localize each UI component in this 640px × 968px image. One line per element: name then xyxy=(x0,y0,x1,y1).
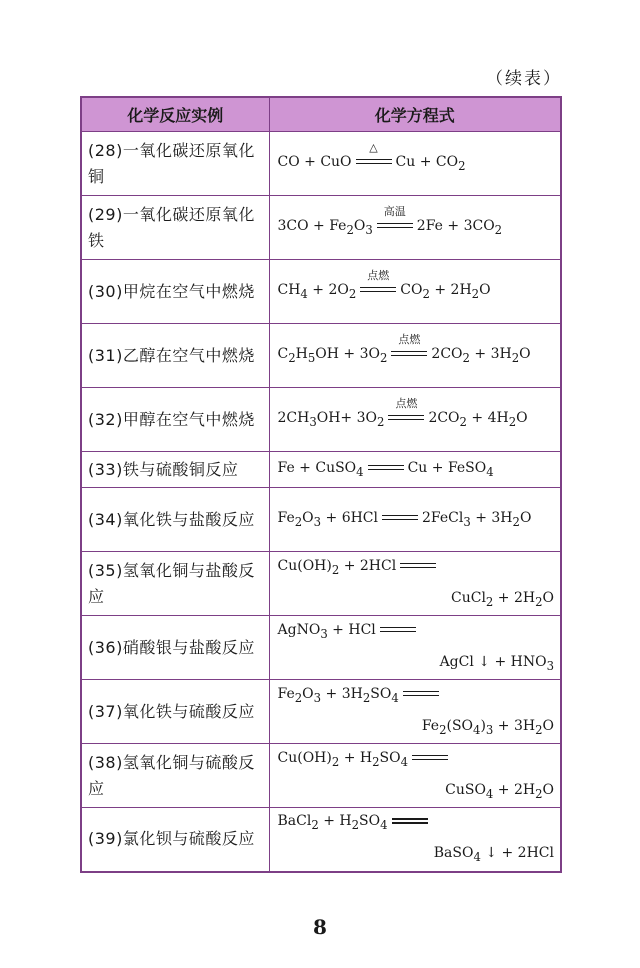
equals-sign xyxy=(391,332,427,358)
example-cell: (37)氧化铁与硫酸反应 xyxy=(81,680,269,744)
equation-cell: $2CH_3OH+ 3O_2$ 点燃 $2CO_2 + 4H_2O$ xyxy=(269,388,561,452)
reaction-condition: 点燃 xyxy=(367,268,390,282)
equation-cell: $3CO + Fe_2O_3$ 高温 $2Fe + 3CO_2$ xyxy=(269,196,561,260)
table-row xyxy=(81,680,561,744)
equation-cell: Fe + CuSO$_4$ Cu + FeSO$_4$ xyxy=(269,452,561,488)
table-row xyxy=(81,196,561,260)
equals-sign xyxy=(356,140,392,166)
equation-cell: BaCl$_2$ + $H_2SO_4$ BaSO$_4$ ↓ + 2HCl xyxy=(269,808,561,872)
reaction-condition: 高温 xyxy=(383,204,406,218)
table-row xyxy=(81,452,561,488)
reaction-condition: 点燃 xyxy=(395,396,418,410)
equation-cell: $Cu(OH)_2 + H_2SO_4$ CuSO$_4$ + $2H_2O$ xyxy=(269,744,561,808)
column-header-example: 化学反应实例 xyxy=(81,97,269,132)
example-cell: (31)乙醇在空气中燃烧 xyxy=(81,324,269,388)
example-cell: (33)铁与硫酸铜反应 xyxy=(81,452,269,488)
example-cell: (32)甲醇在空气中燃烧 xyxy=(81,388,269,452)
equals-sign xyxy=(392,817,428,825)
equals-sign xyxy=(412,754,448,762)
example-cell: (34)氧化铁与盐酸反应 xyxy=(81,488,269,552)
example-cell: (35)氢氧化铜与盐酸反应 xyxy=(81,552,269,616)
equals-sign xyxy=(360,268,396,294)
example-cell: (38)氢氧化铜与硫酸反应 xyxy=(81,744,269,808)
equation-cell: $Fe_2O_3 + 3H_2SO_4$ $Fe_2(SO_4)_3 + 3H_2O$ xyxy=(269,680,561,744)
equation-cell: $CH_4 + 2O_2$ 点燃 $CO_2 + 2H_2O$ xyxy=(269,260,561,324)
equals-sign xyxy=(388,396,424,422)
table-header-row xyxy=(81,97,561,132)
table-row xyxy=(81,132,561,196)
page-number: 8 xyxy=(313,915,327,939)
table-row xyxy=(81,808,561,872)
example-cell: (29)一氧化碳还原氧化铁 xyxy=(81,196,269,260)
table-row xyxy=(81,552,561,616)
equation-cell: $Fe_2O_3 + 6HCl$ 2FeCl$_3$ + $3H_2O$ xyxy=(269,488,561,552)
equals-sign xyxy=(403,690,439,698)
equation-cell: $C_2H_5OH + 3O_2$ 点燃 $2CO_2 + 3H_2O$ xyxy=(269,324,561,388)
reaction-table xyxy=(80,96,562,873)
table-row xyxy=(81,616,561,680)
equation-cell: CO + CuO △ $Cu + CO_2$ xyxy=(269,132,561,196)
reaction-condition: 点燃 xyxy=(398,332,421,346)
example-cell: (28)一氧化碳还原氧化铜 xyxy=(81,132,269,196)
equation-cell: $Cu(OH)_2 + 2HCl$ CuCl$_2$ + $2H_2O$ xyxy=(269,552,561,616)
table-row xyxy=(81,324,561,388)
table-row xyxy=(81,388,561,452)
table-row xyxy=(81,488,561,552)
equals-sign xyxy=(380,626,416,634)
reaction-condition: △ xyxy=(369,140,378,154)
example-cell: (30)甲烷在空气中燃烧 xyxy=(81,260,269,324)
equals-sign xyxy=(377,204,413,230)
example-cell: (36)硝酸银与盐酸反应 xyxy=(81,616,269,680)
table-row xyxy=(81,260,561,324)
continued-label: （续表） xyxy=(486,69,562,89)
equals-sign xyxy=(382,514,418,522)
example-cell: (39)氯化钡与硫酸反应 xyxy=(81,808,269,872)
equals-sign xyxy=(400,562,436,570)
equals-sign xyxy=(368,464,404,472)
column-header-equation: 化学方程式 xyxy=(269,97,561,132)
equation-cell: AgNO$_3$ + HCl AgCl ↓ + $HNO_3$ xyxy=(269,616,561,680)
table-row xyxy=(81,744,561,808)
